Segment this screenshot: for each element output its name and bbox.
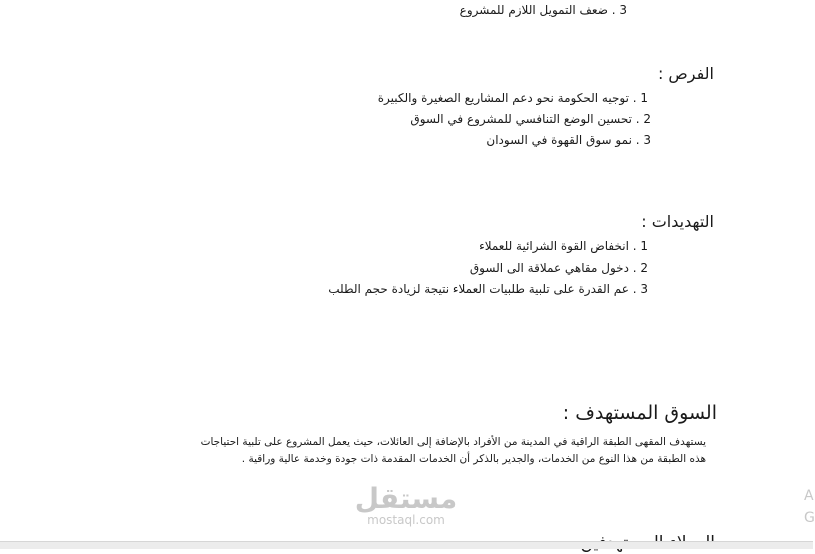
bottom-scroll-bar[interactable] [0,541,813,549]
weakness-item-3: 3 . ضعف التمويل اللازم للمشروع [459,3,627,17]
target-market-paragraph-line-1: يستهدف المقهى الطبقة الراقية في المدينة من الأفراد بالإضافة إلى العائلات، حيث يعمل المشروع على تلبية احتياجات [200,436,706,448]
target-market-paragraph-line-2: هذه الطبقة من هذا النوع من الخدمات، والجدير بالذكر أن الخدمات المقدمة ذات جودة وخدمة عالية وراقية . [241,453,706,465]
opportunities-heading: الفرص : [657,64,714,83]
threat-item-1: 1 . انخفاض القوة الشرائية للعملاء [479,239,648,253]
edge-letter-g: G [804,510,815,526]
edge-letter-a: A [804,488,814,504]
next-section-heading-partial [581,532,715,541]
threat-item-2: 2 . دخول مقاهي عملاقة الى السوق [469,261,648,275]
target-market-heading: السوق المستهدف : [562,402,717,424]
opportunity-item-2: 2 . تحسين الوضع التنافسي للمشروع في السوق [410,112,651,126]
threat-item-3: 3 . عم القدرة على تلبية طلبيات العملاء نتيجة لزيادة حجم الطلب [328,282,648,296]
mostaql-watermark [352,484,460,526]
opportunity-item-3: 3 . نمو سوق القهوة في السودان [486,133,651,147]
opportunity-item-1: 1 . توجيه الحكومة نحو دعم المشاريع الصغيرة والكبيرة [377,91,648,105]
watermark-latin-text: mostaql.com [367,513,445,527]
watermark-arabic-logo: مستقل [354,482,458,515]
threats-heading: التهديدات : [641,212,714,231]
